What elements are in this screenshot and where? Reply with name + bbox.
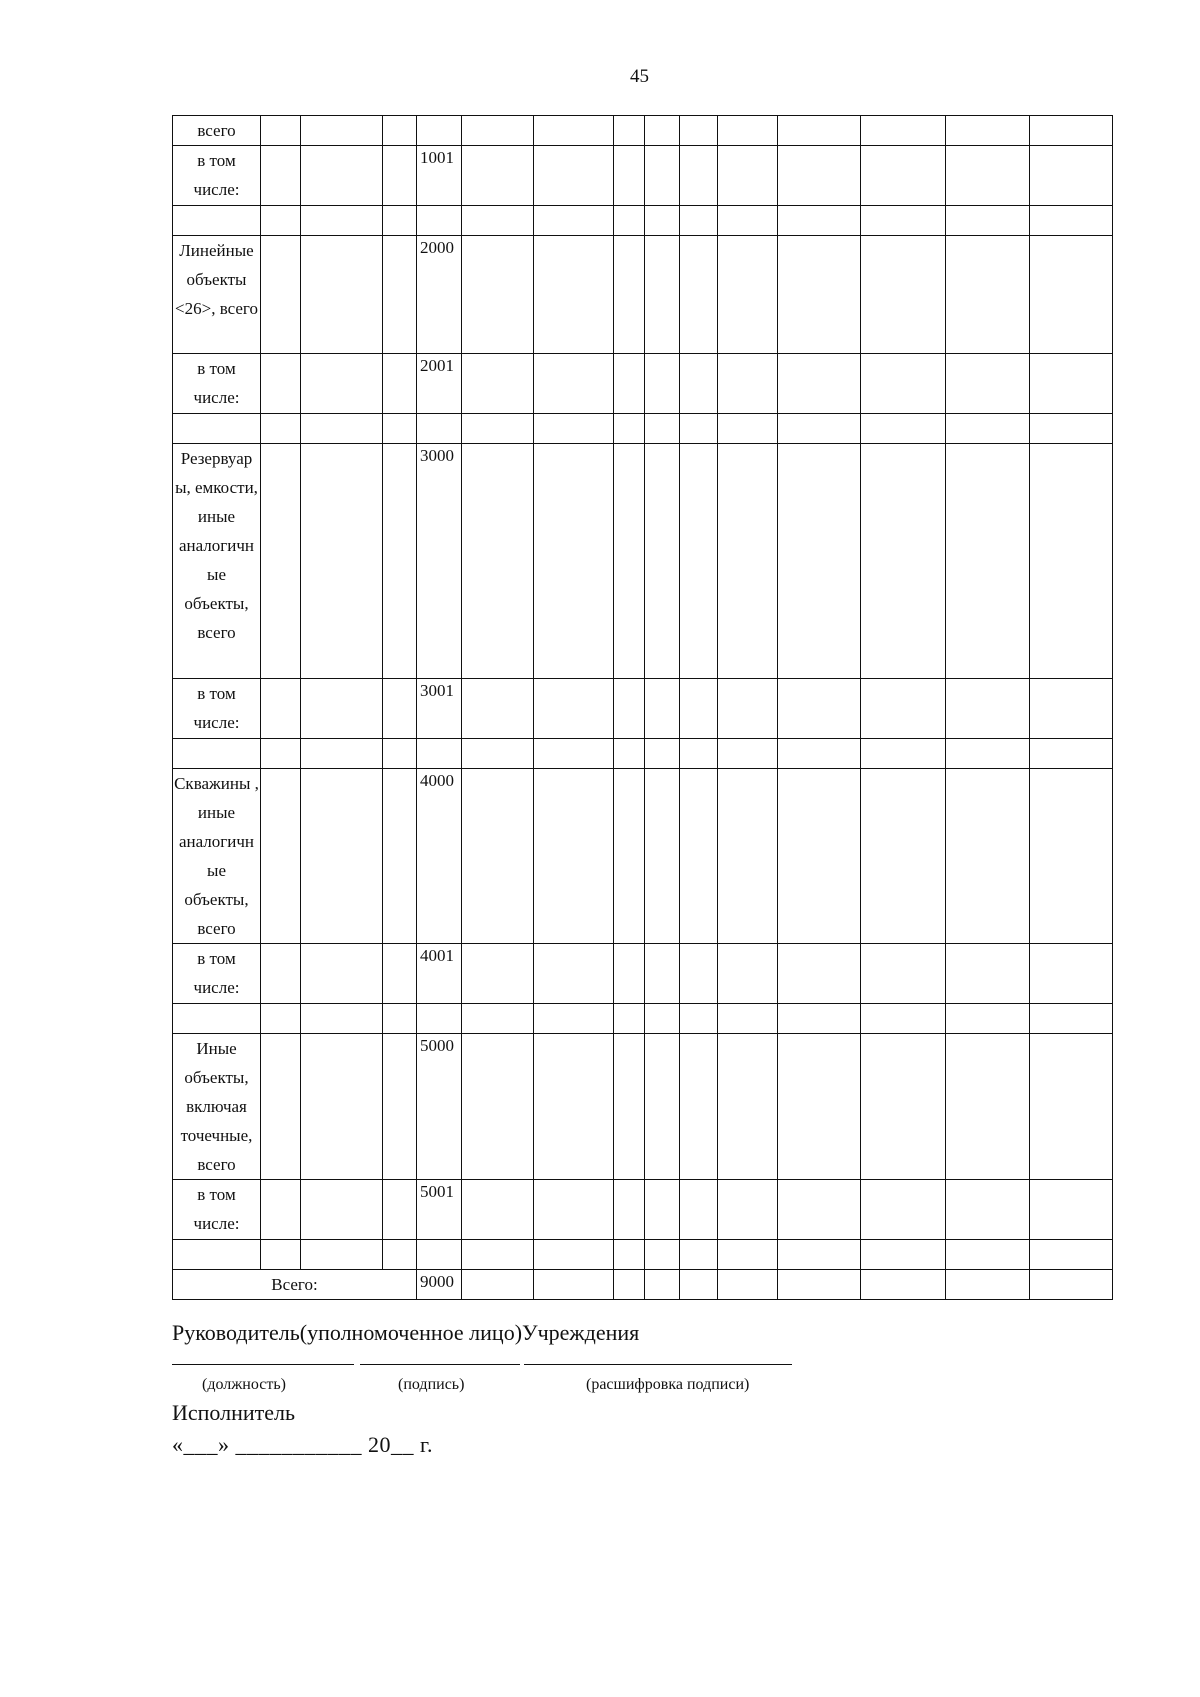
table-cell xyxy=(645,444,680,679)
table-cell xyxy=(718,769,778,944)
table-cell xyxy=(301,206,383,236)
table-cell xyxy=(946,1240,1030,1270)
table-cell xyxy=(645,739,680,769)
row-label: Скважины , иные аналогичн ые объекты, всего xyxy=(173,769,261,944)
table-row xyxy=(173,444,1113,679)
signature-captions xyxy=(172,1376,972,1398)
table-cell xyxy=(778,206,861,236)
row-code: 2001 xyxy=(417,354,462,414)
table-cell xyxy=(861,414,946,444)
table-cell xyxy=(462,236,534,354)
table-cell xyxy=(301,769,383,944)
table-cell xyxy=(680,679,718,739)
decoding-caption: (расшифровка подписи) xyxy=(586,1376,750,1393)
row-label: в том числе: xyxy=(173,944,261,1004)
table-cell xyxy=(718,1034,778,1180)
table-cell xyxy=(614,116,645,146)
table-cell xyxy=(680,1180,718,1240)
table-cell xyxy=(946,769,1030,944)
table-cell xyxy=(383,1180,417,1240)
table-cell xyxy=(462,1180,534,1240)
table-cell xyxy=(417,739,462,769)
table-cell xyxy=(680,116,718,146)
table-cell xyxy=(462,679,534,739)
table-cell xyxy=(534,206,614,236)
row-code: 3000 xyxy=(417,444,462,679)
table-cell xyxy=(173,1004,261,1034)
table-cell xyxy=(534,944,614,1004)
position-line xyxy=(172,1364,354,1365)
table-cell xyxy=(462,944,534,1004)
table-row xyxy=(173,769,1113,944)
table-cell xyxy=(778,116,861,146)
table-cell xyxy=(301,146,383,206)
table-cell xyxy=(614,1240,645,1270)
table-cell xyxy=(645,1004,680,1034)
table-cell xyxy=(462,116,534,146)
table-cell xyxy=(1030,206,1113,236)
table-cell xyxy=(718,116,778,146)
table-cell xyxy=(383,769,417,944)
table-cell xyxy=(778,1034,861,1180)
table-cell xyxy=(301,354,383,414)
table-cell xyxy=(680,236,718,354)
table-cell xyxy=(261,354,301,414)
date-line: «___» ___________ 20__ г. xyxy=(172,1432,434,1457)
table-cell xyxy=(946,1004,1030,1034)
table-cell xyxy=(534,236,614,354)
table-cell xyxy=(301,1004,383,1034)
table-cell xyxy=(1030,1004,1113,1034)
table-cell xyxy=(861,1240,946,1270)
table-cell xyxy=(261,739,301,769)
table-cell xyxy=(778,414,861,444)
table-row xyxy=(173,944,1113,1004)
table-cell xyxy=(462,1034,534,1180)
table-cell xyxy=(645,116,680,146)
table-cell xyxy=(462,1004,534,1034)
table-cell xyxy=(680,1004,718,1034)
table-row xyxy=(173,1180,1113,1240)
table-row xyxy=(173,146,1113,206)
table-cell xyxy=(861,769,946,944)
table-cell xyxy=(778,944,861,1004)
table-cell xyxy=(778,769,861,944)
row-label: в том числе: xyxy=(173,146,261,206)
table-cell xyxy=(718,1004,778,1034)
table-cell xyxy=(946,206,1030,236)
row-label: Резервуар ы, емкости, иные аналогичн ые объекты, всего xyxy=(173,444,261,679)
table-cell xyxy=(261,444,301,679)
table-cell xyxy=(534,769,614,944)
table-cell xyxy=(778,1004,861,1034)
table-cell xyxy=(534,116,614,146)
signature-caption: (подпись) xyxy=(398,1376,465,1393)
table-cell xyxy=(861,1004,946,1034)
table-cell xyxy=(861,1270,946,1300)
row-code: 3001 xyxy=(417,679,462,739)
table-cell xyxy=(1030,679,1113,739)
head-title: Руководитель(уполномоченное лицо)Учреждения xyxy=(172,1320,640,1345)
table-cell xyxy=(778,236,861,354)
table-cell xyxy=(301,1240,383,1270)
table-row xyxy=(173,679,1113,739)
table-cell xyxy=(301,1180,383,1240)
table-cell xyxy=(718,206,778,236)
table-cell xyxy=(383,739,417,769)
table-cell xyxy=(1030,1270,1113,1300)
table-cell xyxy=(861,739,946,769)
table-cell xyxy=(261,146,301,206)
row-code: 2000 xyxy=(417,236,462,354)
table-cell xyxy=(946,116,1030,146)
row-label: Линейные объекты <26>, всего xyxy=(173,236,261,354)
row-code: 9000 xyxy=(417,1270,462,1300)
signature-line xyxy=(360,1364,520,1365)
signature-block xyxy=(172,1320,972,1458)
row-code: 5001 xyxy=(417,1180,462,1240)
table-cell xyxy=(778,679,861,739)
table-cell xyxy=(534,1004,614,1034)
table-cell xyxy=(173,1240,261,1270)
table-cell xyxy=(462,146,534,206)
table-cell xyxy=(946,679,1030,739)
table-cell xyxy=(645,679,680,739)
table-cell xyxy=(614,206,645,236)
table-cell xyxy=(534,146,614,206)
table-cell xyxy=(680,739,718,769)
table-cell xyxy=(946,444,1030,679)
table-cell xyxy=(778,146,861,206)
position-caption: (должность) xyxy=(202,1376,286,1393)
table-cell xyxy=(534,444,614,679)
table-cell xyxy=(383,354,417,414)
table-cell xyxy=(614,354,645,414)
table-cell xyxy=(946,1180,1030,1240)
table-cell xyxy=(680,769,718,944)
table-cell xyxy=(173,739,261,769)
table-cell xyxy=(861,146,946,206)
table-cell xyxy=(718,739,778,769)
table-cell xyxy=(645,944,680,1004)
table-cell xyxy=(778,739,861,769)
table-cell xyxy=(778,1240,861,1270)
row-code: 5000 xyxy=(417,1034,462,1180)
table-cell xyxy=(1030,769,1113,944)
table-cell xyxy=(946,354,1030,414)
table-cell xyxy=(534,1270,614,1300)
table-row xyxy=(173,739,1113,769)
table-cell xyxy=(462,1270,534,1300)
table-cell xyxy=(462,769,534,944)
table-cell xyxy=(680,414,718,444)
table-cell xyxy=(778,1270,861,1300)
table-cell xyxy=(861,944,946,1004)
table-cell xyxy=(614,1034,645,1180)
table-cell xyxy=(645,146,680,206)
table-cell xyxy=(614,146,645,206)
table-cell xyxy=(534,1240,614,1270)
table-cell xyxy=(645,1270,680,1300)
table-cell xyxy=(645,206,680,236)
table-cell xyxy=(614,414,645,444)
table-cell xyxy=(861,444,946,679)
table-cell xyxy=(417,414,462,444)
table-cell xyxy=(614,679,645,739)
table-row xyxy=(173,236,1113,354)
page-number: 45 xyxy=(630,66,649,87)
table-cell xyxy=(718,354,778,414)
table-cell xyxy=(645,769,680,944)
table-cell xyxy=(718,1270,778,1300)
table-cell xyxy=(383,116,417,146)
table-cell xyxy=(614,236,645,354)
table-cell xyxy=(383,1240,417,1270)
table-cell xyxy=(417,1240,462,1270)
table-cell xyxy=(1030,739,1113,769)
table-row xyxy=(173,1034,1113,1180)
table-cell xyxy=(261,236,301,354)
table-row xyxy=(173,116,1113,146)
table-cell xyxy=(534,354,614,414)
table-cell xyxy=(534,1180,614,1240)
row-label: всего xyxy=(173,116,261,146)
table-cell xyxy=(417,1004,462,1034)
table-cell xyxy=(680,1270,718,1300)
table-cell xyxy=(718,146,778,206)
table-row xyxy=(173,1240,1113,1270)
row-label: в том числе: xyxy=(173,1180,261,1240)
table-cell xyxy=(462,444,534,679)
table-cell xyxy=(614,444,645,679)
table-cell xyxy=(946,1034,1030,1180)
table-cell xyxy=(614,944,645,1004)
table-cell xyxy=(778,354,861,414)
table-cell xyxy=(383,1004,417,1034)
table-cell xyxy=(718,444,778,679)
signature-lines xyxy=(172,1350,972,1376)
table-cell xyxy=(534,414,614,444)
report-table xyxy=(172,115,1113,1300)
row-label: в том числе: xyxy=(173,354,261,414)
row-label: Иные объекты, включая точечные, всего xyxy=(173,1034,261,1180)
row-code xyxy=(417,116,462,146)
table-cell xyxy=(680,146,718,206)
table-cell xyxy=(861,116,946,146)
table-cell xyxy=(462,206,534,236)
table-cell xyxy=(1030,1034,1113,1180)
table-cell xyxy=(261,944,301,1004)
decoding-line xyxy=(524,1364,792,1365)
table-cell xyxy=(173,206,261,236)
table-cell xyxy=(680,444,718,679)
table-cell xyxy=(261,769,301,944)
table-cell xyxy=(718,236,778,354)
table-cell xyxy=(680,206,718,236)
table-cell xyxy=(383,206,417,236)
table-row xyxy=(173,1270,1113,1300)
table-cell xyxy=(946,739,1030,769)
table-cell xyxy=(301,236,383,354)
table-cell xyxy=(1030,146,1113,206)
table-cell xyxy=(614,1180,645,1240)
table-cell xyxy=(778,1180,861,1240)
table-cell xyxy=(383,1034,417,1180)
table-cell xyxy=(946,236,1030,354)
table-cell xyxy=(417,206,462,236)
table-cell xyxy=(680,354,718,414)
row-code: 1001 xyxy=(417,146,462,206)
table-cell xyxy=(645,354,680,414)
table-cell xyxy=(301,1034,383,1180)
table-cell xyxy=(614,739,645,769)
table-cell xyxy=(946,414,1030,444)
table-cell xyxy=(861,1034,946,1180)
table-cell xyxy=(1030,1180,1113,1240)
table-cell xyxy=(261,1240,301,1270)
table-cell xyxy=(861,1180,946,1240)
table-cell xyxy=(614,1270,645,1300)
table-cell xyxy=(946,1270,1030,1300)
table-cell xyxy=(261,1180,301,1240)
table-cell xyxy=(1030,116,1113,146)
table-row xyxy=(173,1004,1113,1034)
table-cell xyxy=(861,354,946,414)
table-cell xyxy=(1030,236,1113,354)
table-cell xyxy=(946,944,1030,1004)
table-cell xyxy=(462,739,534,769)
table-cell xyxy=(383,146,417,206)
table-cell xyxy=(173,414,261,444)
table-cell xyxy=(614,769,645,944)
table-cell xyxy=(778,444,861,679)
table-cell xyxy=(680,1034,718,1180)
table-cell xyxy=(861,206,946,236)
table-cell xyxy=(645,1180,680,1240)
table-cell xyxy=(645,1240,680,1270)
table-cell xyxy=(534,679,614,739)
row-code: 4000 xyxy=(417,769,462,944)
table-cell xyxy=(1030,944,1113,1004)
table-cell xyxy=(718,414,778,444)
table-cell xyxy=(718,944,778,1004)
table-cell xyxy=(261,414,301,444)
table-cell xyxy=(383,679,417,739)
table-row xyxy=(173,414,1113,444)
row-code: 4001 xyxy=(417,944,462,1004)
row-label: в том числе: xyxy=(173,679,261,739)
table-row xyxy=(173,206,1113,236)
table-cell xyxy=(462,354,534,414)
table-cell xyxy=(261,116,301,146)
table-cell xyxy=(301,116,383,146)
table-cell xyxy=(614,1004,645,1034)
table-cell xyxy=(1030,444,1113,679)
table-cell xyxy=(383,236,417,354)
total-label: Всего: xyxy=(173,1270,417,1300)
table-cell xyxy=(1030,354,1113,414)
executor-label: Исполнитель xyxy=(172,1400,296,1425)
table-cell xyxy=(645,236,680,354)
table-cell xyxy=(534,1034,614,1180)
table-cell xyxy=(861,679,946,739)
table-cell xyxy=(680,944,718,1004)
table-cell xyxy=(718,679,778,739)
table-cell xyxy=(718,1180,778,1240)
table-cell xyxy=(680,1240,718,1270)
table-cell xyxy=(383,414,417,444)
table-cell xyxy=(301,944,383,1004)
table-cell xyxy=(462,1240,534,1270)
table-cell xyxy=(383,444,417,679)
table-cell xyxy=(645,414,680,444)
table-cell xyxy=(301,739,383,769)
table-cell xyxy=(718,1240,778,1270)
table-cell xyxy=(946,146,1030,206)
table-cell xyxy=(645,1034,680,1180)
table-cell xyxy=(261,1004,301,1034)
table-cell xyxy=(534,739,614,769)
table-cell xyxy=(261,679,301,739)
table-cell xyxy=(301,444,383,679)
table-cell xyxy=(261,206,301,236)
table-cell xyxy=(861,236,946,354)
table-cell xyxy=(1030,1240,1113,1270)
table-cell xyxy=(1030,414,1113,444)
table-cell xyxy=(301,679,383,739)
table-cell xyxy=(301,414,383,444)
table-cell xyxy=(261,1034,301,1180)
table-cell xyxy=(383,944,417,1004)
table-row xyxy=(173,354,1113,414)
table-cell xyxy=(462,414,534,444)
